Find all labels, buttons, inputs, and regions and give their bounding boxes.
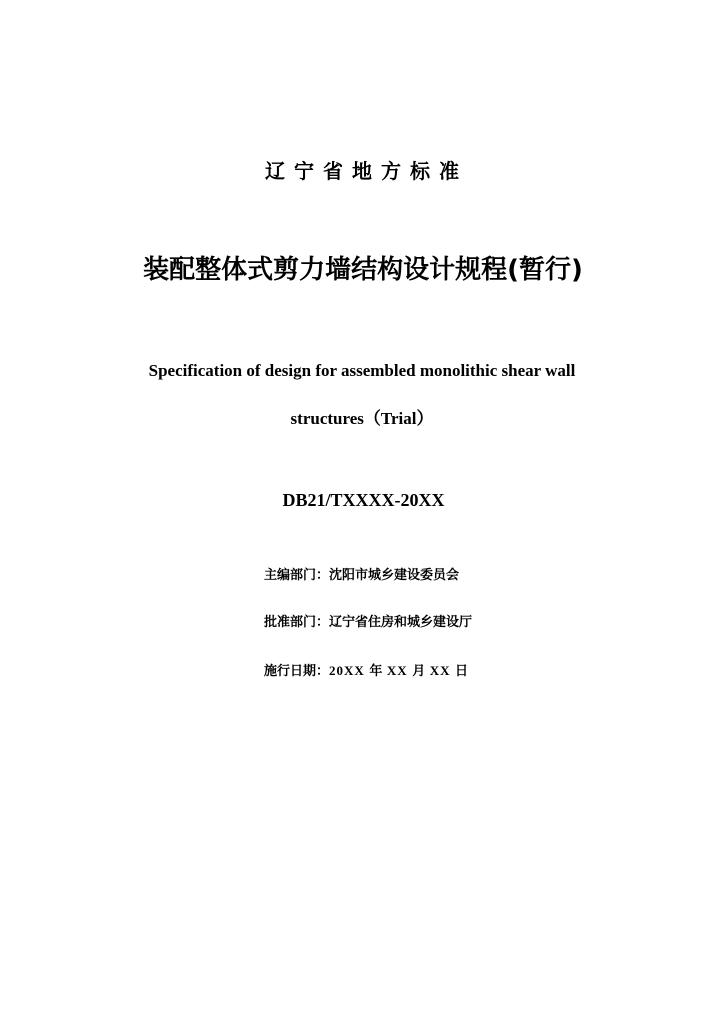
- month-char: 月: [412, 664, 426, 679]
- year-char: 年: [369, 664, 383, 679]
- day-char: 日: [455, 664, 469, 679]
- title-english-line-2: structures（Trial）: [290, 409, 434, 428]
- effective-month: XX: [386, 663, 408, 678]
- effective-date-label: 施行日期：: [264, 664, 330, 679]
- effective-date-row: [264, 661, 468, 682]
- title-chinese: 装配整体式剪力墙结构设计规程(暂行): [143, 255, 583, 285]
- approver-department-label: 批准部门：: [264, 615, 330, 630]
- effective-day: XX: [429, 663, 451, 678]
- effective-year: 20XX: [329, 663, 365, 678]
- editor-department-row: [264, 566, 459, 586]
- approver-department-row: [264, 613, 472, 633]
- title-english-line-1: Specification of design for assembled monolithic shear wall: [148, 361, 576, 380]
- issuer-heading: 辽宁省地方标准: [265, 159, 468, 183]
- editor-department-label: 主编部门：: [264, 568, 330, 583]
- editor-department-value: 沈阳市城乡建设委员会: [329, 568, 460, 583]
- approver-department-value: 辽宁省住房和城乡建设厅: [329, 615, 473, 630]
- standard-code: DB21/TXXXX-20XX: [282, 490, 445, 510]
